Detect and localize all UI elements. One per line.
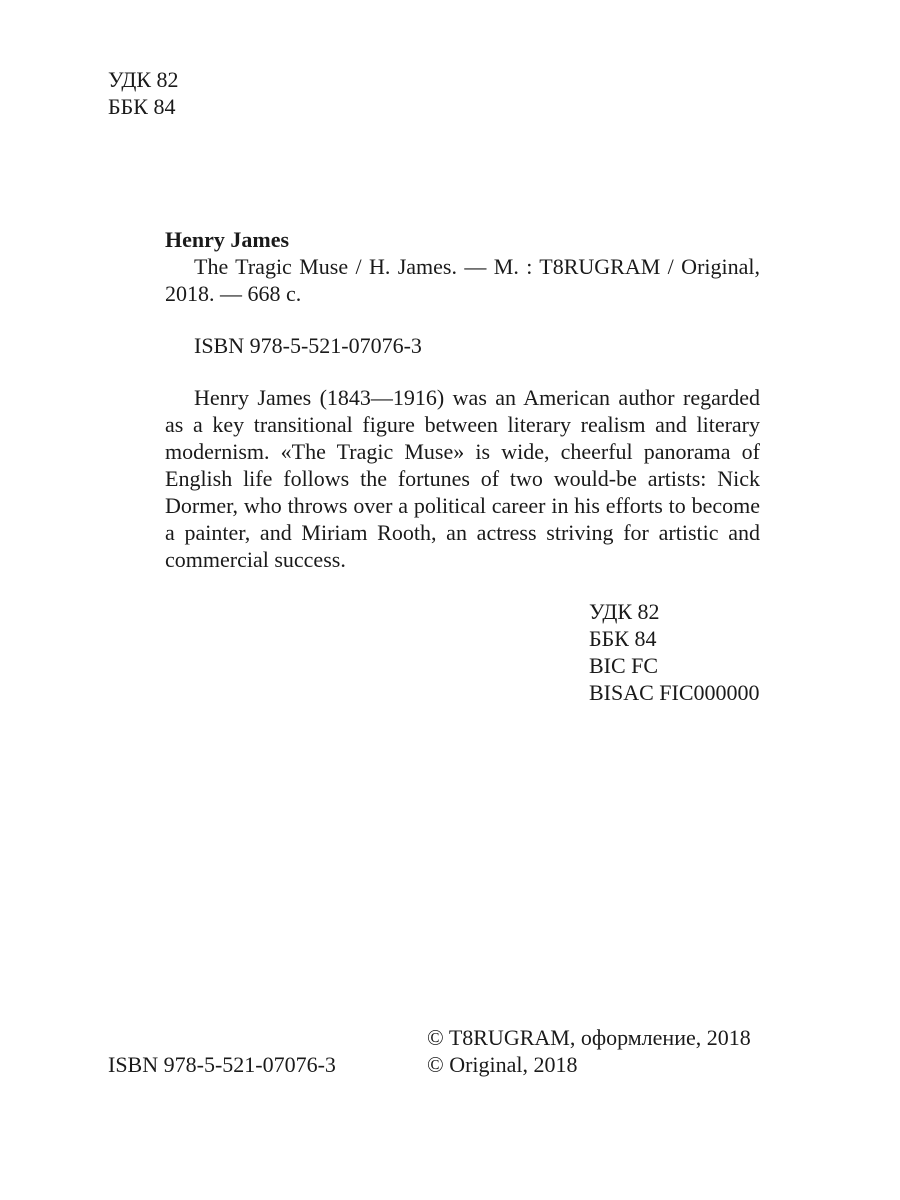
class-udk: УДК 82 — [589, 599, 660, 624]
footer-isbn — [108, 1051, 336, 1078]
copyright-notice — [427, 1024, 751, 1078]
class-bic: BIC FC — [589, 653, 659, 678]
footer-isbn-text: ISBN 978-5-521-07076-3 — [108, 1052, 336, 1077]
copyright-design: © T8RUGRAM, оформление, 2018 — [427, 1025, 751, 1050]
header-classification — [108, 66, 179, 120]
header-udk: УДК 82 — [108, 67, 179, 92]
classification-codes — [589, 598, 760, 706]
record-author: Henry James — [165, 227, 290, 252]
bibliographic-record — [165, 226, 760, 573]
record-isbn: ISBN 978-5-521-07076-3 — [194, 333, 422, 358]
header-bbk: ББК 84 — [108, 94, 176, 119]
class-bbk: ББК 84 — [589, 626, 657, 651]
record-title-line: The Tragic Muse / H. James. — M. : T8RUGRAM / Original, 2018. — 668 c. — [165, 254, 760, 306]
copyright-original: © Original, 2018 — [427, 1052, 578, 1077]
record-annotation: Henry James (1843—1916) was an American author regarded as a key transitional figure between literary realism and literary modernism. «The Tragic Muse» is wide, cheerful panorama of English life follows the fortunes of two would-be artists: Nick Dormer, who throws over a political career in his efforts to become a painter, and Miriam Rooth, an actress striving for artistic and commercial success. — [165, 385, 760, 572]
class-bisac: BISAC FIC000000 — [589, 680, 760, 705]
